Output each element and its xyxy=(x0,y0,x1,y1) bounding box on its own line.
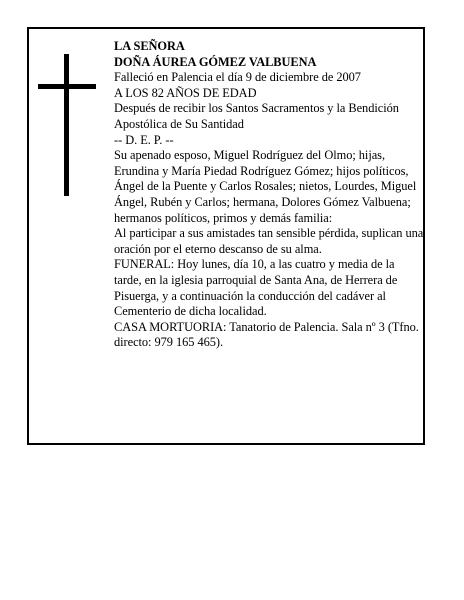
title-line-1: LA SEÑORA xyxy=(114,39,185,53)
cross-horizontal-bar xyxy=(38,84,96,89)
prayer-paragraph: Al participar a sus amistades tan sensible pérdida, suplican una oración por el eterno descanso de su alma. xyxy=(114,226,424,256)
obituary-text xyxy=(114,39,424,351)
death-line: Falleció en Palencia el día 9 de diciembre de 2007 xyxy=(114,70,361,85)
family-paragraph: Su apenado esposo, Miguel Rodríguez del Olmo; hijas, Erundina y María Piedad Rodríguez Gómez; hijos políticos, Ángel de la Puente y Carlos Rosales; nietos, Lourdes, Miguel Ángel, Rubén y Carlos; hermana, Dolores Gómez Valbuena; hermanos políticos, primos y demás familia: xyxy=(114,148,417,225)
rip-line: -- D. E. P. -- xyxy=(114,132,174,147)
funeral-paragraph: FUNERAL: Hoy lunes, día 10, a las cuatro y media de la tarde, en la iglesia parroquial de Santa Ana, de Herrera de Pisuerga, y a continuación la conducción del cadáver al Cementerio de dicha localidad. xyxy=(114,257,398,319)
age-line: A LOS 82 AÑOS DE EDAD xyxy=(114,85,257,100)
deceased-name: DOÑA ÁUREA GÓMEZ VALBUENA xyxy=(114,54,317,69)
mortuary-paragraph: CASA MORTUORIA: Tanatorio de Palencia. Sala nº 3 (Tfno. directo: 979 165 465). xyxy=(114,319,419,350)
cross-vertical-bar xyxy=(64,54,69,196)
sacraments-line: Después de recibir los Santos Sacramentos y la Bendición Apostólica de Su Santidad xyxy=(114,101,399,131)
